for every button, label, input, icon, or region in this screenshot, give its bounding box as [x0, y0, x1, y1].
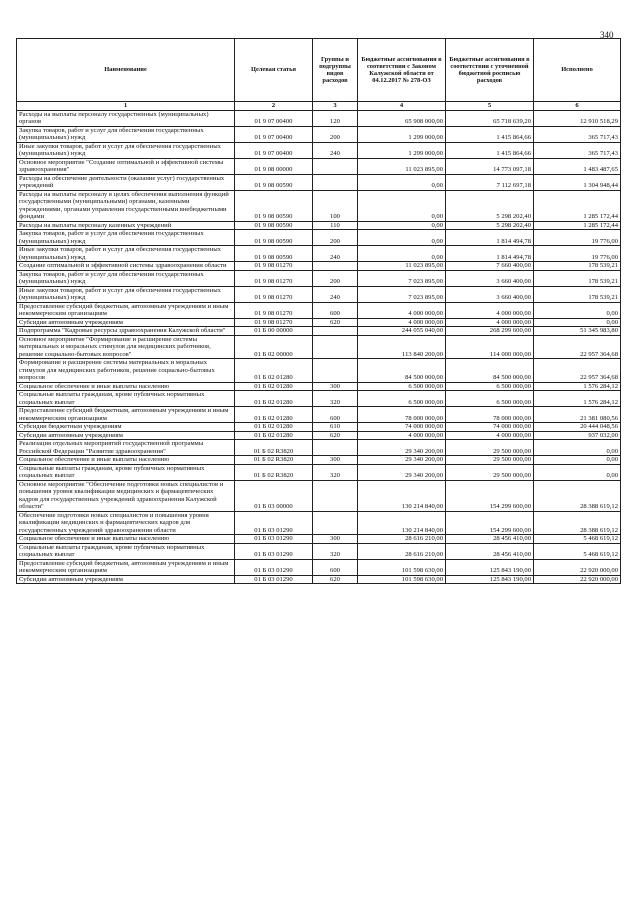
row-executed: 0,00 [534, 318, 621, 327]
row-executed: 0,00 [534, 456, 621, 465]
row-revised-allocation: 154 299 600,00 [446, 480, 534, 511]
table-row [17, 511, 621, 535]
row-executed: 1 483 487,65 [534, 158, 621, 174]
row-executed: 5 468 619,12 [534, 543, 621, 559]
row-name: Социальное обеспечение и иные выплаты населению [17, 535, 235, 544]
row-revised-allocation: 6 500 000,00 [446, 391, 534, 407]
table-row [17, 335, 621, 359]
row-revised-allocation: 114 000 000,00 [446, 335, 534, 359]
row-law-allocation: 4 000 000,00 [358, 431, 446, 440]
row-executed: 28 388 619,12 [534, 511, 621, 535]
row-expense-group: 600 [313, 559, 358, 575]
table-body [17, 110, 621, 584]
header-law-allocation: Бюджетные ассигнования в соответствии с Законом Калужской области от 04.12.2017 № 278-ОЗ [358, 39, 446, 102]
row-target-item: 01 9 08 01270 [235, 302, 313, 318]
row-law-allocation: 84 500 000,00 [358, 359, 446, 383]
table-row [17, 110, 621, 126]
row-target-item: 01 9 08 00590 [235, 221, 313, 230]
row-target-item: 01 Б 02 01280 [235, 431, 313, 440]
row-revised-allocation: 1 415 864,66 [446, 126, 534, 142]
row-executed: 365 717,43 [534, 142, 621, 158]
row-expense-group [313, 327, 358, 336]
row-target-item: 01 9 08 01270 [235, 262, 313, 271]
table-row [17, 464, 621, 480]
row-name: Расходы на выплаты персоналу казенных учреждений [17, 221, 235, 230]
row-name: Обеспечение подготовки новых специалистов и повышения уровня квалификации медицинских и фармацевтических кадров для государственных учреждений здравоохранения области [17, 511, 235, 535]
row-executed: 22 957 364,68 [534, 335, 621, 359]
row-executed: 0,00 [534, 464, 621, 480]
table-row [17, 270, 621, 286]
row-target-item: 01 Б 02 01280 [235, 407, 313, 423]
column-number: 4 [358, 102, 446, 111]
row-law-allocation: 1 299 000,00 [358, 142, 446, 158]
table-row [17, 262, 621, 271]
row-executed: 0,00 [534, 302, 621, 318]
row-expense-group [313, 262, 358, 271]
row-name: Предоставление субсидий бюджетным, автономным учреждениям и иным некоммерческим организациям [17, 407, 235, 423]
table-row [17, 302, 621, 318]
row-law-allocation: 78 000 000,00 [358, 407, 446, 423]
row-expense-group: 320 [313, 464, 358, 480]
row-law-allocation: 29 340 200,00 [358, 456, 446, 465]
row-expense-group: 100 [313, 190, 358, 221]
row-law-allocation: 11 023 895,00 [358, 158, 446, 174]
row-executed: 22 920 000,00 [534, 575, 621, 584]
row-expense-group [313, 158, 358, 174]
row-revised-allocation: 1 814 494,78 [446, 246, 534, 262]
column-number: 1 [17, 102, 235, 111]
row-name: Социальные выплаты гражданам, кроме публичных нормативных социальных выплат [17, 543, 235, 559]
row-revised-allocation: 84 500 000,00 [446, 359, 534, 383]
row-expense-group: 300 [313, 535, 358, 544]
table-row [17, 221, 621, 230]
row-law-allocation: 74 000 000,00 [358, 423, 446, 432]
row-expense-group [313, 335, 358, 359]
table-row [17, 423, 621, 432]
row-law-allocation: 6 500 000,00 [358, 391, 446, 407]
row-expense-group: 300 [313, 382, 358, 391]
row-executed: 178 539,21 [534, 262, 621, 271]
row-name: Социальное обеспечение и иные выплаты населению [17, 382, 235, 391]
row-target-item: 01 9 08 00000 [235, 158, 313, 174]
row-law-allocation: 130 214 840,00 [358, 511, 446, 535]
row-target-item: 01 9 08 00590 [235, 174, 313, 190]
row-name: Социальные выплаты гражданам, кроме публичных нормативных социальных выплат [17, 391, 235, 407]
row-revised-allocation: 7 660 400,00 [446, 262, 534, 271]
row-law-allocation: 11 023 895,00 [358, 262, 446, 271]
row-target-item: 01 9 08 01270 [235, 286, 313, 302]
row-expense-group: 610 [313, 423, 358, 432]
row-law-allocation: 4 000 000,00 [358, 302, 446, 318]
row-expense-group: 240 [313, 286, 358, 302]
row-executed: 1 285 172,44 [534, 190, 621, 221]
table-row [17, 142, 621, 158]
table-row [17, 327, 621, 336]
table-row [17, 286, 621, 302]
row-revised-allocation: 1 415 864,66 [446, 142, 534, 158]
row-target-item: 01 9 07 00400 [235, 142, 313, 158]
header-name: Наименование [17, 39, 235, 102]
row-name: Закупка товаров, работ и услуг для обеспечения государственных (муниципальных) нужд [17, 230, 235, 246]
row-target-item: 01 Б 02 01280 [235, 391, 313, 407]
table-row [17, 535, 621, 544]
row-law-allocation: 130 214 840,00 [358, 480, 446, 511]
row-revised-allocation: 4 000 000,00 [446, 318, 534, 327]
row-expense-group: 240 [313, 246, 358, 262]
row-revised-allocation: 29 500 000,00 [446, 440, 534, 456]
row-law-allocation: 0,00 [358, 230, 446, 246]
row-target-item: 01 Б 02 01280 [235, 382, 313, 391]
row-law-allocation: 0,00 [358, 174, 446, 190]
row-law-allocation: 7 023 895,00 [358, 270, 446, 286]
row-expense-group [313, 440, 358, 456]
column-number-row [17, 102, 621, 111]
row-target-item: 01 Б 02 R3820 [235, 464, 313, 480]
row-name: Подпрограмма "Кадровые ресурсы здравоохранения Калужской области" [17, 327, 235, 336]
row-executed: 937 032,00 [534, 431, 621, 440]
row-target-item: 01 Б 00 00000 [235, 327, 313, 336]
row-name: Создание оптимальной и эффективной системы здравоохранения области [17, 262, 235, 271]
table-row [17, 575, 621, 584]
row-name: Реализация отдельных мероприятий государственной программы Российской Федерации "Развитие здравоохранения" [17, 440, 235, 456]
row-expense-group: 300 [313, 456, 358, 465]
row-revised-allocation: 125 843 190,00 [446, 559, 534, 575]
row-law-allocation: 29 340 200,00 [358, 464, 446, 480]
row-executed: 19 776,00 [534, 246, 621, 262]
row-revised-allocation: 4 000 000,00 [446, 302, 534, 318]
row-revised-allocation: 28 456 410,00 [446, 543, 534, 559]
table-row [17, 246, 621, 262]
column-number: 6 [534, 102, 621, 111]
row-law-allocation: 6 500 000,00 [358, 382, 446, 391]
row-revised-allocation: 268 299 600,00 [446, 327, 534, 336]
row-revised-allocation: 7 112 697,18 [446, 174, 534, 190]
row-target-item: 01 Б 02 01280 [235, 359, 313, 383]
row-executed: 28 388 619,12 [534, 480, 621, 511]
row-revised-allocation: 5 298 202,40 [446, 221, 534, 230]
row-expense-group: 200 [313, 270, 358, 286]
table-row [17, 559, 621, 575]
row-executed: 22 920 000,00 [534, 559, 621, 575]
table-row [17, 456, 621, 465]
row-expense-group: 620 [313, 431, 358, 440]
row-target-item: 01 Б 03 01290 [235, 559, 313, 575]
budget-execution-table [16, 38, 621, 584]
row-name: Иные закупки товаров, работ и услуг для обеспечения государственных (муниципальных) нужд [17, 286, 235, 302]
row-expense-group: 620 [313, 318, 358, 327]
table-row [17, 359, 621, 383]
header-executed: Исполнено [534, 39, 621, 102]
row-target-item: 01 Б 02 01280 [235, 423, 313, 432]
row-target-item: 01 Б 02 R3820 [235, 440, 313, 456]
row-name: Предоставление субсидий бюджетным, автономным учреждениям и иным некоммерческим организациям [17, 302, 235, 318]
row-executed: 19 776,00 [534, 230, 621, 246]
row-law-allocation: 28 616 210,00 [358, 543, 446, 559]
header-expense-group: Группы и подгруппы видов расходов [313, 39, 358, 102]
row-target-item: 01 Б 03 01290 [235, 535, 313, 544]
row-name: Субсидии автономным учреждениям [17, 431, 235, 440]
row-name: Субсидии бюджетным учреждениям [17, 423, 235, 432]
row-expense-group: 600 [313, 302, 358, 318]
row-revised-allocation: 28 456 410,00 [446, 535, 534, 544]
row-name: Иные закупки товаров, работ и услуг для обеспечения государственных (муниципальных) нужд [17, 246, 235, 262]
row-law-allocation: 101 598 630,00 [358, 575, 446, 584]
row-name: Субсидии автономным учреждениям [17, 575, 235, 584]
row-target-item: 01 9 08 00590 [235, 230, 313, 246]
row-expense-group [313, 174, 358, 190]
row-executed: 365 717,43 [534, 126, 621, 142]
row-expense-group: 620 [313, 575, 358, 584]
row-executed: 0,00 [534, 440, 621, 456]
row-target-item: 01 Б 03 01290 [235, 575, 313, 584]
row-expense-group: 200 [313, 126, 358, 142]
row-name: Закупка товаров, работ и услуг для обеспечения государственных (муниципальных) нужд [17, 270, 235, 286]
row-executed: 178 539,21 [534, 270, 621, 286]
row-revised-allocation: 125 843 190,00 [446, 575, 534, 584]
table-row [17, 391, 621, 407]
row-target-item: 01 9 07 00400 [235, 110, 313, 126]
row-executed: 178 539,21 [534, 286, 621, 302]
row-executed: 1 285 172,44 [534, 221, 621, 230]
table-row [17, 407, 621, 423]
table-row [17, 190, 621, 221]
row-name: Основное мероприятие "Создание оптимальной и эффективной системы здравоохранения" [17, 158, 235, 174]
row-revised-allocation: 6 500 000,00 [446, 382, 534, 391]
row-law-allocation: 29 340 200,00 [358, 440, 446, 456]
row-law-allocation: 28 616 210,00 [358, 535, 446, 544]
table-row [17, 174, 621, 190]
row-revised-allocation: 4 000 000,00 [446, 431, 534, 440]
row-law-allocation: 65 908 000,00 [358, 110, 446, 126]
row-law-allocation: 244 055 040,00 [358, 327, 446, 336]
row-revised-allocation: 14 773 097,18 [446, 158, 534, 174]
column-number: 5 [446, 102, 534, 111]
row-target-item: 01 Б 02 00000 [235, 335, 313, 359]
row-executed: 51 345 983,80 [534, 327, 621, 336]
row-target-item: 01 9 08 01270 [235, 270, 313, 286]
row-target-item: 01 9 07 00400 [235, 126, 313, 142]
row-executed: 5 468 619,12 [534, 535, 621, 544]
row-revised-allocation: 154 299 600,00 [446, 511, 534, 535]
row-expense-group: 110 [313, 221, 358, 230]
row-revised-allocation: 1 814 494,78 [446, 230, 534, 246]
row-target-item: 01 Б 02 R3820 [235, 456, 313, 465]
row-target-item: 01 Б 03 01290 [235, 543, 313, 559]
row-name: Расходы на выплаты персоналу государственных (муниципальных) органов [17, 110, 235, 126]
row-expense-group: 320 [313, 543, 358, 559]
row-revised-allocation: 74 000 000,00 [446, 423, 534, 432]
row-name: Социальные выплаты гражданам, кроме публичных нормативных социальных выплат [17, 464, 235, 480]
row-executed: 22 957 364,68 [534, 359, 621, 383]
row-target-item: 01 9 08 00590 [235, 246, 313, 262]
table-row [17, 480, 621, 511]
table-row [17, 318, 621, 327]
row-law-allocation: 101 598 630,00 [358, 559, 446, 575]
row-name: Расходы на обеспечение деятельности (оказание услуг) государственных учреждений [17, 174, 235, 190]
row-executed: 1 304 948,44 [534, 174, 621, 190]
table-header-row [17, 39, 621, 102]
table-row [17, 440, 621, 456]
row-revised-allocation: 29 500 000,00 [446, 464, 534, 480]
row-executed: 1 576 284,12 [534, 382, 621, 391]
row-expense-group: 600 [313, 407, 358, 423]
row-target-item: 01 9 08 00590 [235, 190, 313, 221]
table-row [17, 230, 621, 246]
table-row [17, 382, 621, 391]
row-name: Иные закупки товаров, работ и услуг для обеспечения государственных (муниципальных) нужд [17, 142, 235, 158]
row-revised-allocation: 3 660 400,00 [446, 286, 534, 302]
page-number: 340 [600, 30, 614, 40]
row-target-item: 01 Б 03 01290 [235, 511, 313, 535]
table-row [17, 158, 621, 174]
row-expense-group [313, 359, 358, 383]
row-revised-allocation: 78 000 000,00 [446, 407, 534, 423]
header-revised-allocation: Бюджетные ассигнования в соответствии с уточненной бюджетной росписью расходов [446, 39, 534, 102]
row-executed: 1 576 284,12 [534, 391, 621, 407]
row-name: Основное мероприятие "Формирование и расширение системы материальных и моральных стимулов для медицинских работников, решение социально-бытовых вопросов" [17, 335, 235, 359]
row-expense-group [313, 511, 358, 535]
row-name: Субсидии автономным учреждениям [17, 318, 235, 327]
row-name: Предоставление субсидий бюджетным, автономным учреждениям и иным некоммерческим организациям [17, 559, 235, 575]
row-expense-group [313, 480, 358, 511]
table-row [17, 126, 621, 142]
row-expense-group: 120 [313, 110, 358, 126]
row-law-allocation: 4 000 000,00 [358, 318, 446, 327]
row-name: Основное мероприятие "Обеспечение подготовки новых специалистов и повышения уровня квалификации медицинских и фармацевтических кадров для государственных учреждений здравоохранения Калужской области" [17, 480, 235, 511]
row-law-allocation: 0,00 [358, 246, 446, 262]
row-expense-group: 320 [313, 391, 358, 407]
row-name: Расходы на выплаты персоналу в целях обеспечения выполнения функций государственными (муниципальными) органами, казенными учреждениями, органами управления государственными внебюджетными фондами [17, 190, 235, 221]
row-law-allocation: 1 299 000,00 [358, 126, 446, 142]
row-revised-allocation: 5 298 202,40 [446, 190, 534, 221]
row-expense-group: 200 [313, 230, 358, 246]
header-target-item: Целевая статья [235, 39, 313, 102]
row-law-allocation: 0,00 [358, 190, 446, 221]
row-executed: 21 381 080,56 [534, 407, 621, 423]
row-revised-allocation: 65 718 639,20 [446, 110, 534, 126]
row-executed: 12 910 518,29 [534, 110, 621, 126]
row-expense-group: 240 [313, 142, 358, 158]
row-name: Закупка товаров, работ и услуг для обеспечения государственных (муниципальных) нужд [17, 126, 235, 142]
row-revised-allocation: 29 500 000,00 [446, 456, 534, 465]
row-target-item: 01 9 08 01270 [235, 318, 313, 327]
row-executed: 20 444 048,56 [534, 423, 621, 432]
row-target-item: 01 Б 03 00000 [235, 480, 313, 511]
row-revised-allocation: 3 660 400,00 [446, 270, 534, 286]
row-law-allocation: 7 023 895,00 [358, 286, 446, 302]
row-name: Социальное обеспечение и иные выплаты населению [17, 456, 235, 465]
row-name: Формирование и расширение системы материальных и моральных стимулов для медицинских работников, решение социально-бытовых вопросов [17, 359, 235, 383]
table-row [17, 431, 621, 440]
row-law-allocation: 0,00 [358, 221, 446, 230]
column-number: 3 [313, 102, 358, 111]
column-number: 2 [235, 102, 313, 111]
row-law-allocation: 113 840 200,00 [358, 335, 446, 359]
table-row [17, 543, 621, 559]
